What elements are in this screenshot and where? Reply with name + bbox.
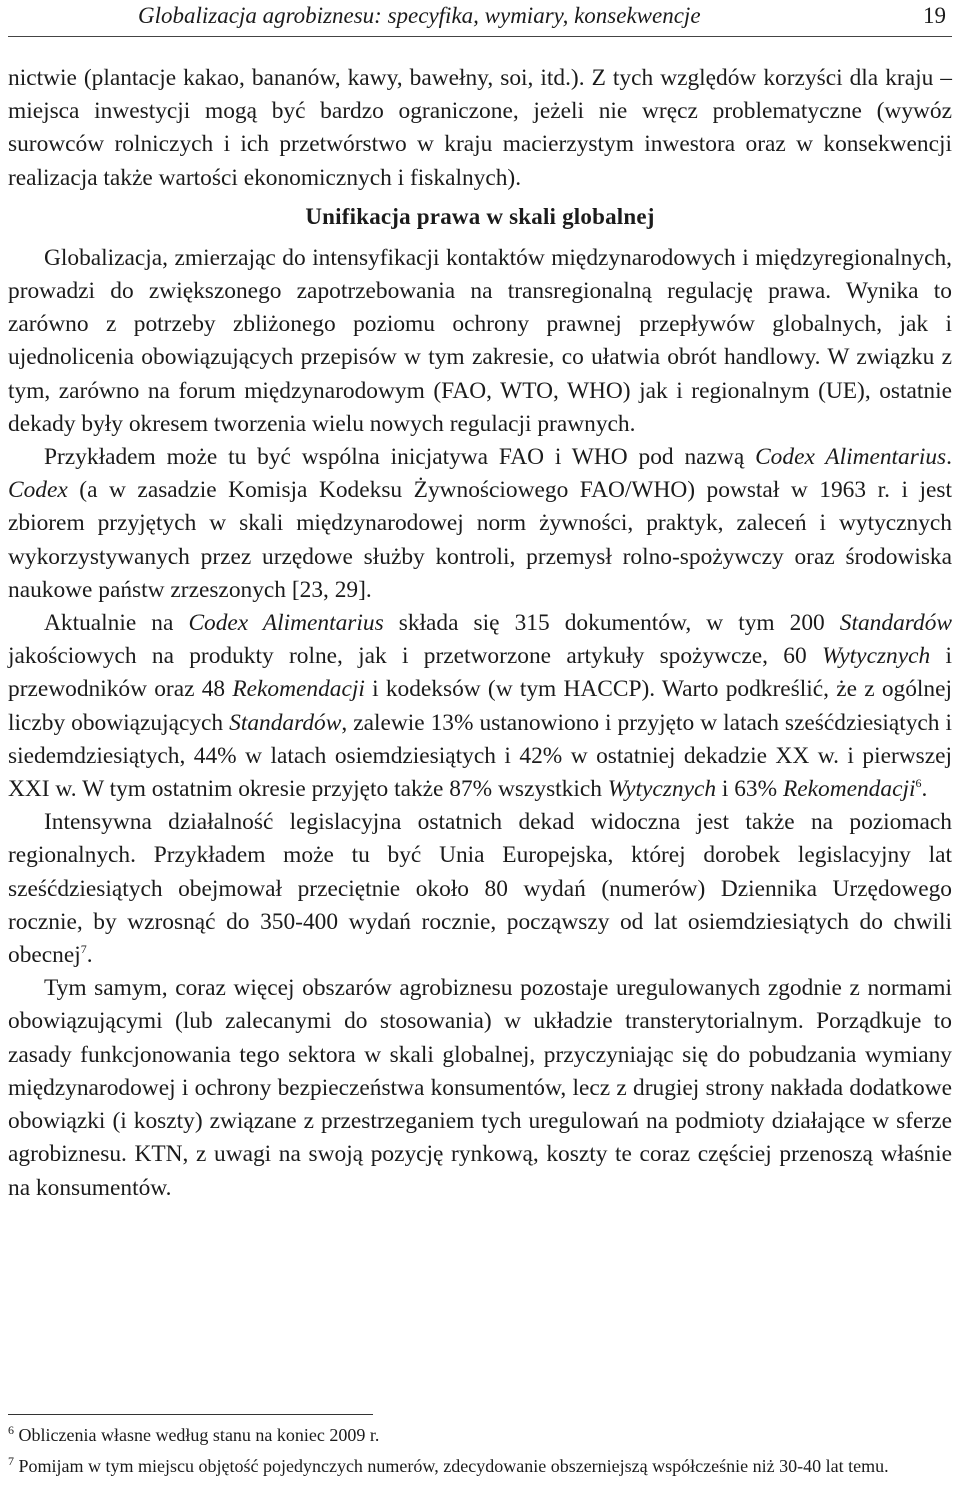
- footnote-7: [8, 1453, 952, 1480]
- footnote-6: [8, 1422, 952, 1449]
- text-run: i przewodników oraz 48: [8, 643, 952, 703]
- text-run: (a w zasadzie Komisja Kodeksu Żywnościowego FAO/WHO) powstał w 1963 r. i jest zbiorem przyjętych w skali międzynarodowej norm żywności, praktyk, zaleceń i wytycznych wykorzystywanych przez urzędowe służby kontroli, przemysł rolno-spożywczy oraz środowiska naukowe państw zrzeszonych [23, 29].: [8, 477, 952, 603]
- italic-term: Standardów: [229, 709, 342, 736]
- text-run: i 63%: [716, 776, 783, 803]
- paragraph-globalization: Globalizacja, zmierzając do intensyfikacji kontaktów międzynarodowych i międzyregionalnych, prowadzi do zwiększonego zapotrzebowania na transregionalną regulację prawa. Wynika to zarówno z potrzeby zbliżonego poziomu ochrony prawnej przepływów globalnych, jak i ujednolicenia obowiązujących przepisów w tym zakresie, co ułatwia obrót handlowy. W związku z tym, zarówno na forum międzynarodowym (FAO, WTO, WHO) jak i regionalnym (UE), ostatnie dekady były okresem tworzenia wielu nowych regulacji prawnych.: [8, 244, 952, 437]
- text-run: składa się 315 dokumentów, w tym 200: [383, 610, 840, 637]
- text-run: .: [946, 444, 952, 471]
- italic-term: Wytycznych: [607, 776, 717, 803]
- italic-term: Rekomendacji: [782, 776, 916, 803]
- paragraph-conclusion: Tym samym, coraz więcej obszarów agrobiznesu pozostaje uregulowanych zgodnie z normami obowiązującymi (lub zalecanymi do stosowania) w układzie transterytorialnym. Porządkuje to zasady funkcjonowania tego sektora w skali globalnej, przyczyniając się do pobudzania wymiany międzynarodowej i ochrony bezpieczeństwa konsumentów, lecz z drugiej strony nakłada dodatkowe obowiązki (i koszty) związane z przestrzeganiem tych uregulowań na podmioty działające w sferze agrobiznesu. KTN, z uwagi na swoją pozycję rynkową, koszty te coraz częściej przenoszą właśnie na konsumentów.: [8, 975, 952, 1201]
- paragraph-continuation: nictwie (plantacje kakao, bananów, kawy, bawełny, soi, itd.). Z tych względów korzyści dla kraju – miejsca inwestycji mogą być bardzo ograniczone, jeżeli nie wręcz problematyczne (wywóz surowców rolniczych i ich przetwórstwo w kraju macierzystym inwestora oraz w konsekwencji realizacja także wartości ekonomicznych i fiskalnych).: [8, 65, 952, 191]
- text-run: .: [921, 776, 928, 803]
- paragraph-codex-statistics: [8, 607, 952, 806]
- italic-term: Rekomendacji: [232, 676, 365, 703]
- text-run: Intensywna działalność legislacyjna ostatnich dekad widoczna jest także na poziomach regionalnych. Przykładem może tu być Unia Europejska, której dorobek legislacyjny lat sześćdziesiątych obejmował przeciętnie około 80 wydań (numerów) Dziennika Urzędowego rocznie, by wzrosnąć do 350-400 wydań rocznie, począwszy od lat osiemdziesiątych do chwili obecnej: [8, 809, 952, 969]
- footnote-ref-6[interactable]: 6: [915, 776, 922, 791]
- page-number: 19: [923, 3, 946, 28]
- footnote-number: 7: [8, 1454, 14, 1468]
- paragraph-regional-legislation: [8, 806, 952, 972]
- footnote-divider: [8, 1414, 373, 1415]
- text-run: .: [86, 942, 93, 969]
- main-text: [8, 62, 952, 1205]
- text-run: jakościowych na produkty rolne, jak i przetworzone artykuły spożywcze, 60: [8, 643, 822, 670]
- text-run: Przykładem może tu być wspólna inicjatywa FAO i WHO pod nazwą: [44, 444, 756, 471]
- footnotes: [8, 1422, 952, 1484]
- footnote-number: 6: [8, 1423, 14, 1437]
- footnote-text: Pomijam w tym miejscu objętość pojedynczych numerów, zdecydowanie obszerniejszą współcześnie niż 30-40 lat temu.: [18, 1456, 889, 1476]
- paragraph-codex-intro: [8, 441, 952, 607]
- text-run: i kodeksów (w tym HACCP). Warto podkreślić, że z ogólnej liczby obowiązujących: [8, 676, 952, 736]
- running-header: [8, 0, 952, 37]
- italic-term: Wytycznych: [821, 643, 931, 670]
- text-run: Aktualnie na: [44, 610, 189, 637]
- text-run: , zalewie 13% ustanowiono i przyjęto w latach sześćdziesiątych i siedemdziesiątych, 44% w latach osiemdziesiątych i 42% w ostatniej dekadzie XX w. i pierwszej XXI w. W tym ostatnim okresie przyjęto także 87% wszystkich: [8, 709, 952, 803]
- section-heading: Unifikacja prawa w skali globalnej: [305, 203, 655, 229]
- italic-term: Codex Alimentarius: [755, 444, 947, 471]
- italic-term: Codex: [8, 477, 68, 504]
- italic-term: Codex Alimentarius: [188, 610, 384, 637]
- running-title: Globalizacja agrobiznesu: specyfika, wymiary, konsekwencje: [138, 3, 701, 28]
- italic-term: Standardów: [839, 610, 952, 637]
- footnote-text: Obliczenia własne według stanu na koniec 2009 r.: [18, 1425, 380, 1445]
- footnote-ref-7[interactable]: 7: [80, 942, 87, 957]
